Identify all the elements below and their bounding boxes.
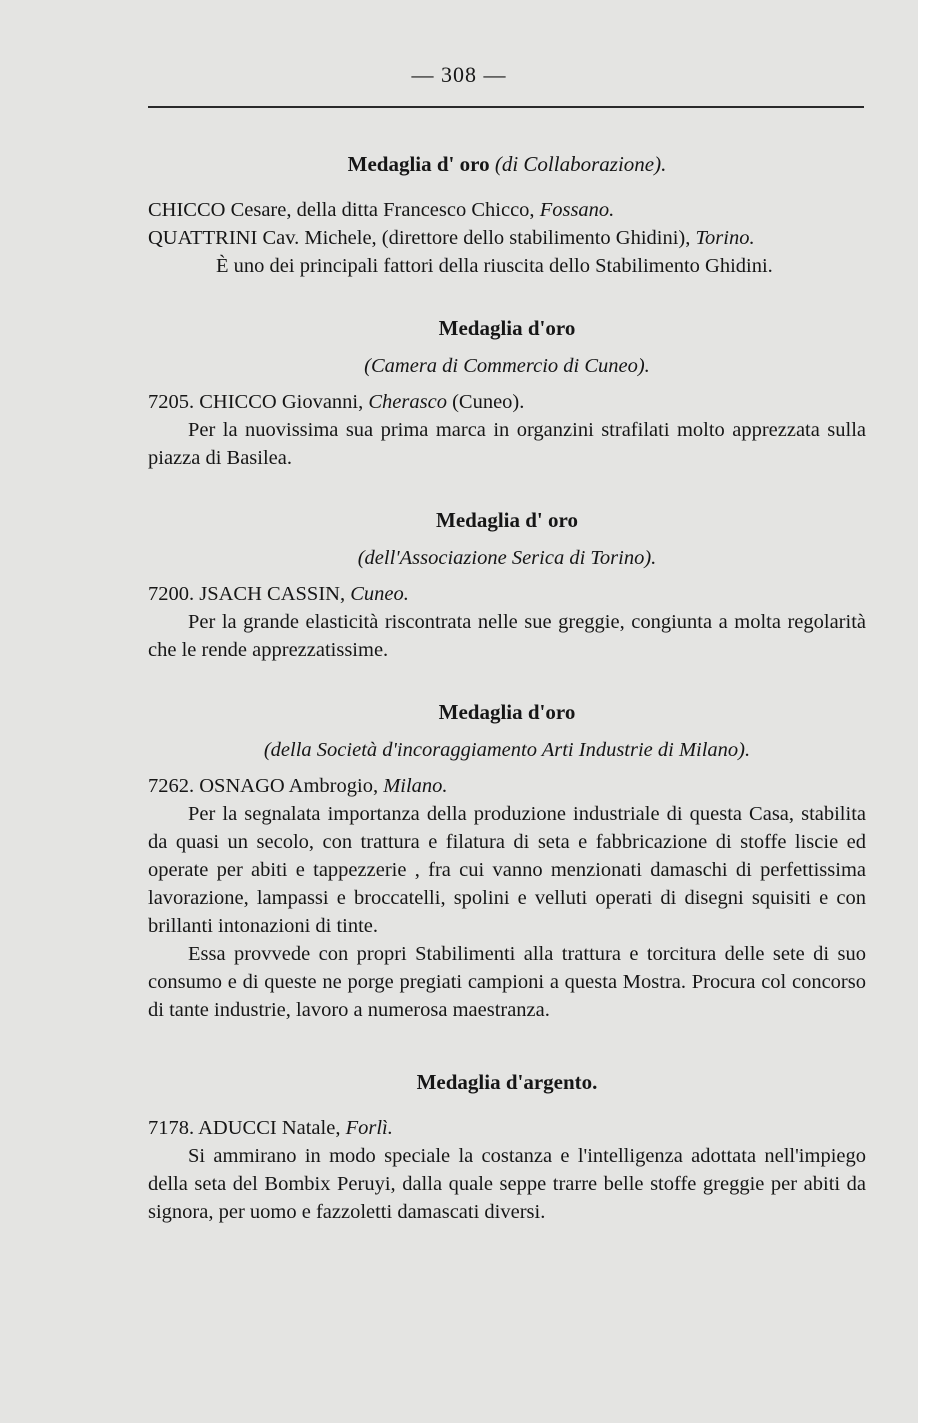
entry-name: CHICCO Giovanni, <box>199 391 364 413</box>
entry-city: Forlì. <box>345 1117 393 1139</box>
entry-number: 7205. <box>148 391 195 413</box>
entry-description: Si ammirano in modo speciale la costanza e l'intelligenza adottata nell'impiego della seta del Bombix Peruyi, dalla quale seppe trarre belle stoffe greggie per abiti da signora, per uomo e fazzoletti damascati diversi. <box>148 1145 866 1223</box>
section-title: Medaglia d'oro <box>438 700 576 724</box>
header-rule <box>148 106 864 108</box>
section-title: Medaglia d' oro <box>436 508 578 532</box>
city-name: Fossano. <box>539 199 615 221</box>
section-title: Medaglia d'argento. <box>416 1070 598 1094</box>
entry-number: 7262. <box>148 775 195 797</box>
award-entry <box>148 772 866 800</box>
section-heading <box>148 150 866 178</box>
section-subtitle: (di Collaborazione). <box>494 152 667 176</box>
entry-city: Cherasco <box>368 391 447 413</box>
award-line: CHICCO Cesare, della ditta Francesco Chicco, Fossano. <box>148 199 615 221</box>
entry-tail: (Cuneo). <box>452 391 525 413</box>
award-entry <box>148 580 866 608</box>
entry-number: 7178. <box>148 1117 195 1139</box>
entry-description: Per la grande elasticità riscontrata nelle sue greggie, congiunta a molta regolarità che le rende apprezzatissime. <box>148 611 866 661</box>
section-heading <box>148 1068 866 1096</box>
entry-description: Per la segnalata importanza della produzione industriale di questa Casa, stabilita da quasi un secolo, con trattura e filatura di seta e fabbricazione di stoffe liscie ed operate per abiti e tappezzerie , fra cui vanno menzionati damaschi di perfettissima lavorazione, lampassi e broccatelli, spolini e velluti operati di disegni squisiti e con brillanti intonazioni di tinte. <box>148 803 866 937</box>
award-entry <box>148 1114 866 1142</box>
page-body <box>148 150 866 1226</box>
section-title: Medaglia d'oro <box>438 316 576 340</box>
award-line: QUATTRINI Cav. Michele, (direttore dello stabilimento Ghidini), Torino. <box>148 227 755 249</box>
award-note: È uno dei principali fattori della riuscita dello Stabilimento Ghidini. <box>216 255 773 277</box>
entry-name: OSNAGO Ambrogio, <box>199 775 379 797</box>
section-heading <box>148 698 866 726</box>
section-subtitle: (Camera di Commercio di Cuneo). <box>364 355 650 377</box>
section-heading <box>148 506 866 534</box>
page-number: — 308 — <box>411 62 507 87</box>
entry-description: Essa provvede con propri Stabilimenti alla trattura e torcitura delle sete di suo consumo e di queste ne porge pregiati campioni a questa Mostra. Procura col concorso di tante industrie, lavoro a numerosa maestranza. <box>148 943 866 1021</box>
section-title: Medaglia d' oro <box>347 152 490 176</box>
entry-name: ADUCCI Natale, <box>198 1117 341 1139</box>
entry-city: Cuneo. <box>350 583 409 605</box>
section-heading <box>148 314 866 342</box>
entry-name: JSACH CASSIN, <box>199 583 346 605</box>
entry-number: 7200. <box>148 583 195 605</box>
section-subtitle: (della Società d'incoraggiamento Arti Industrie di Milano). <box>263 739 751 761</box>
section-subtitle: (dell'Associazione Serica di Torino). <box>357 547 657 569</box>
city-name: Torino. <box>695 227 755 249</box>
entry-description: Per la nuovissima sua prima marca in organzini strafilati molto apprezzata sulla piazza di Basilea. <box>148 419 866 469</box>
entry-city: Milano. <box>383 775 448 797</box>
award-entry <box>148 388 866 416</box>
